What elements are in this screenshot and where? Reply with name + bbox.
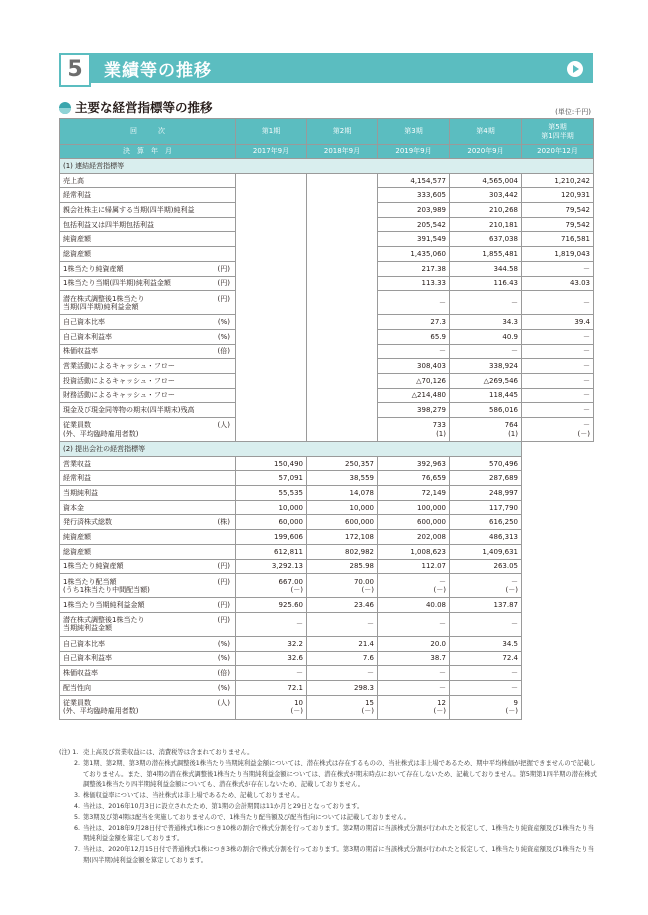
table-row	[60, 680, 594, 695]
footnote	[59, 791, 599, 802]
value-cell: 398,279	[378, 403, 450, 418]
empty-cell	[522, 636, 594, 651]
row-label-text: 経常利益	[63, 474, 91, 483]
section-title-cell: (2) 提出会社の経営指標等	[60, 442, 522, 457]
value-cell: 344.58	[450, 261, 522, 276]
table-row	[60, 598, 594, 613]
value-cell: 202,008	[378, 530, 450, 545]
row-label	[60, 418, 236, 442]
row-label-text: 当期純利益	[63, 488, 98, 497]
value-cell: 76,659	[378, 471, 450, 486]
row-unit: (円)	[217, 601, 230, 609]
financial-indicators-table	[59, 118, 594, 720]
value-cell: △269,546	[450, 373, 522, 388]
value-cell: 34.3	[450, 315, 522, 330]
value-cell: 248,997	[450, 486, 522, 501]
value-cell: －	[378, 612, 450, 636]
header-period: 第3期	[378, 119, 450, 145]
footnote-text: 売上高及び営業収益には、消費税等は含まれておりません。	[83, 749, 254, 756]
value-cell: 308,403	[378, 359, 450, 374]
row-label-text: 営業活動によるキャッシュ・フロー	[63, 362, 175, 371]
value-cell: 137.87	[450, 598, 522, 613]
value-cell: 637,038	[450, 232, 522, 247]
empty-cell	[522, 544, 594, 559]
value-cell: 250,357	[307, 456, 378, 471]
table-row	[60, 486, 594, 501]
header-date: 2018年9月	[307, 145, 378, 159]
header-row-dates	[60, 145, 594, 159]
row-label	[60, 344, 236, 359]
row-label-text: 自己資本利益率	[63, 332, 112, 341]
value-cell: 4,565,004	[450, 173, 522, 188]
value-cell: 1,210,242	[522, 173, 594, 188]
row-label-text: 総資産額	[63, 547, 91, 556]
value-cell: 600,000	[378, 515, 450, 530]
table-row	[60, 666, 594, 681]
row-label-text: 純資産額	[63, 235, 91, 244]
row-label-text: 売上高	[63, 176, 84, 185]
row-label-text: 1株当たり純資産額	[63, 562, 124, 571]
value-cell: 12 (－)	[378, 695, 450, 719]
value-cell: 100,000	[378, 500, 450, 515]
footnotes	[59, 748, 599, 867]
section-title: 業績等の推移	[104, 61, 212, 81]
value-cell: －	[450, 344, 522, 359]
row-label	[60, 261, 236, 276]
row-unit: (倍)	[217, 347, 230, 356]
value-cell: 23.46	[307, 598, 378, 613]
footnote-number: 7.	[73, 846, 80, 854]
row-label-text: 株価収益率	[63, 669, 98, 678]
value-cell: 298.3	[307, 680, 378, 695]
header-date: 2020年12月	[522, 145, 594, 159]
row-label	[60, 486, 236, 501]
header-row-periods	[60, 119, 594, 145]
table-row	[60, 559, 594, 574]
header-row-label: 回 次	[60, 119, 236, 145]
table-row	[60, 500, 594, 515]
value-cell: 203,989	[378, 203, 450, 218]
value-cell: 263.05	[450, 559, 522, 574]
row-label	[60, 203, 236, 218]
row-label	[60, 500, 236, 515]
value-cell: 486,313	[450, 530, 522, 545]
row-label	[60, 612, 236, 636]
section-row	[60, 442, 594, 457]
row-label	[60, 247, 236, 262]
footnote-number: 3.	[73, 792, 80, 800]
value-cell: －	[522, 373, 594, 388]
row-unit: (円)	[217, 294, 230, 303]
row-label-text: 投資活動によるキャッシュ・フロー	[63, 376, 175, 385]
footnote	[59, 748, 599, 759]
value-cell: 38,559	[307, 471, 378, 486]
value-cell: 10 (－)	[236, 695, 307, 719]
row-label	[60, 291, 236, 315]
table-row	[60, 530, 594, 545]
row-label	[60, 329, 236, 344]
value-cell: 55,535	[236, 486, 307, 501]
row-label	[60, 217, 236, 232]
row-label-text: 包括利益又は四半期包括利益	[63, 220, 154, 229]
value-cell: 10,000	[307, 500, 378, 515]
value-cell: 392,963	[378, 456, 450, 471]
value-cell: 172,108	[307, 530, 378, 545]
section-title-cell: (1) 連結経営指標等	[60, 159, 594, 174]
row-label	[60, 456, 236, 471]
table-row	[60, 173, 594, 188]
value-cell: 3,292.13	[236, 559, 307, 574]
row-label-text: 株価収益率	[63, 347, 98, 356]
row-unit: (円)	[217, 562, 230, 571]
value-cell: 764 (1)	[450, 418, 522, 442]
value-cell: 802,982	[307, 544, 378, 559]
row-unit: (%)	[217, 332, 230, 341]
value-cell: － (－)	[522, 418, 594, 442]
value-cell: 210,181	[450, 217, 522, 232]
row-label	[60, 359, 236, 374]
value-cell: － (－)	[450, 574, 522, 598]
row-label	[60, 636, 236, 651]
footnote-text: 当社は、2016年10月3日に設立されたため、第1期の会計期間は11か月と29日となっております。	[83, 802, 364, 810]
value-cell: 72,149	[378, 486, 450, 501]
value-cell: 57,091	[236, 471, 307, 486]
empty-cell	[522, 680, 594, 695]
value-cell: －	[522, 344, 594, 359]
row-label	[60, 544, 236, 559]
row-label	[60, 173, 236, 188]
row-label-text: 配当性向	[63, 683, 91, 692]
value-cell: 1,819,043	[522, 247, 594, 262]
footnote-number: 4.	[73, 802, 80, 810]
row-label	[60, 315, 236, 330]
value-cell: －	[522, 291, 594, 315]
value-cell: 150,490	[236, 456, 307, 471]
row-label-text: 従業員数 (外、平均臨時雇用者数)	[63, 699, 139, 716]
value-cell: 210,268	[450, 203, 522, 218]
row-unit: (%)	[217, 639, 230, 648]
row-label	[60, 695, 236, 719]
value-cell: 338,924	[450, 359, 522, 374]
value-cell: 4,154,577	[378, 173, 450, 188]
row-label	[60, 188, 236, 203]
table-row	[60, 544, 594, 559]
empty-cell	[522, 471, 594, 486]
value-cell: 118,445	[450, 388, 522, 403]
value-cell: －	[450, 666, 522, 681]
value-cell: 733 (1)	[378, 418, 450, 442]
row-label-text: 1株当たり配当額 (うち1株当たり中間配当額)	[63, 577, 150, 594]
table-row	[60, 695, 594, 719]
value-cell: 72.4	[450, 651, 522, 666]
empty-cell	[522, 442, 594, 457]
row-unit: (%)	[217, 318, 230, 326]
row-label-text: 現金及び現金同等物の期末(四半期末)残高	[63, 406, 195, 415]
row-unit: (円)	[217, 264, 230, 273]
value-cell: 34.5	[450, 636, 522, 651]
table-row	[60, 574, 594, 598]
value-cell: 117,790	[450, 500, 522, 515]
value-cell: 667.00 (－)	[236, 574, 307, 598]
row-label-text: 親会社株主に帰属する当期(四半期)純利益	[63, 205, 195, 214]
value-cell: －	[236, 666, 307, 681]
value-cell: 116.43	[450, 276, 522, 291]
row-label-text: 総資産額	[63, 249, 91, 258]
value-cell: 285.98	[307, 559, 378, 574]
value-cell: 32.6	[236, 651, 307, 666]
empty-cell	[522, 651, 594, 666]
blank-cell	[236, 173, 307, 441]
header-period: 第4期	[450, 119, 522, 145]
row-label-text: 経常利益	[63, 191, 91, 200]
value-cell: △70,126	[378, 373, 450, 388]
row-label-text: 純資産額	[63, 532, 91, 541]
value-cell: 217.38	[378, 261, 450, 276]
unit-note: (単位:千円)	[555, 108, 591, 116]
value-cell: 113.33	[378, 276, 450, 291]
row-label-text: 自己資本比率	[63, 318, 105, 326]
bullet-icon	[59, 102, 71, 114]
footnote-text: 第1期、第2期、第3期の潜在株式調整後1株当たり当期純利益金額については、潜在株式は存在するものの、当社株式は非上場であるため、期中平均株価が把握できませんので記載しておりません。また、第4期の潜在株式調整後1株当たり当期純利益金額については、潜在株式が期末時点において存在しないため、記載しておりません。第5期第1四半期の潜在株式調整後1株当たり四半期純利益金額についても、潜在株式が存在しないため、記載しておりません。	[83, 759, 597, 789]
row-label	[60, 530, 236, 545]
row-label	[60, 388, 236, 403]
value-cell: 27.3	[378, 315, 450, 330]
row-label	[60, 666, 236, 681]
value-cell: －	[378, 291, 450, 315]
value-cell: －	[236, 612, 307, 636]
value-cell: 333,605	[378, 188, 450, 203]
row-label-text: 潜在株式調整後1株当たり 当期(四半期)純利益金額	[63, 294, 145, 311]
subsection-title: 主要な経営指標等の推移	[75, 100, 213, 115]
value-cell: 391,549	[378, 232, 450, 247]
empty-cell	[522, 666, 594, 681]
footnote	[59, 759, 599, 791]
table-row	[60, 471, 594, 486]
footnote	[59, 813, 599, 824]
value-cell: －	[378, 680, 450, 695]
value-cell: 120,931	[522, 188, 594, 203]
row-label-text: 1株当たり当期(四半期)純利益金額	[63, 279, 171, 288]
row-unit: (人)	[217, 699, 230, 708]
value-cell: 60,000	[236, 515, 307, 530]
empty-cell	[522, 612, 594, 636]
row-unit: (円)	[217, 616, 230, 625]
footnote	[59, 802, 599, 813]
play-icon[interactable]	[567, 61, 583, 77]
value-cell: 1,435,060	[378, 247, 450, 262]
value-cell: 600,000	[307, 515, 378, 530]
value-cell: 205,542	[378, 217, 450, 232]
row-label-text: 1株当たり当期純利益金額	[63, 601, 145, 609]
footnote-number: 5.	[73, 813, 80, 821]
value-cell: 616,250	[450, 515, 522, 530]
value-cell: 10,000	[236, 500, 307, 515]
value-cell: 570,496	[450, 456, 522, 471]
header-period: 第1期	[236, 119, 307, 145]
row-label-text: 自己資本比率	[63, 639, 105, 648]
row-label	[60, 471, 236, 486]
value-cell: －	[450, 291, 522, 315]
row-label-text: 従業員数 (外、平均臨時雇用者数)	[63, 421, 139, 438]
value-cell: 586,016	[450, 403, 522, 418]
value-cell: 79,542	[522, 217, 594, 232]
row-label	[60, 373, 236, 388]
value-cell: 72.1	[236, 680, 307, 695]
value-cell: － (－)	[378, 574, 450, 598]
row-unit: (%)	[217, 683, 230, 692]
footnote-number: 2.	[73, 759, 80, 767]
row-label	[60, 559, 236, 574]
value-cell: 14,078	[307, 486, 378, 501]
header-date: 2017年9月	[236, 145, 307, 159]
empty-cell	[522, 486, 594, 501]
value-cell: 40.08	[378, 598, 450, 613]
value-cell: 9 (－)	[450, 695, 522, 719]
value-cell: －	[522, 403, 594, 418]
empty-cell	[522, 598, 594, 613]
table-row	[60, 515, 594, 530]
row-label-text: 潜在株式調整後1株当たり 当期純利益金額	[63, 616, 145, 633]
row-label	[60, 276, 236, 291]
empty-cell	[522, 559, 594, 574]
value-cell: 303,442	[450, 188, 522, 203]
header-date-label: 決 算 年 月	[60, 145, 236, 159]
row-unit: (円)	[217, 279, 230, 288]
value-cell: 112.07	[378, 559, 450, 574]
row-label	[60, 515, 236, 530]
row-label	[60, 598, 236, 613]
header-date: 2020年9月	[450, 145, 522, 159]
empty-cell	[522, 530, 594, 545]
value-cell: －	[307, 666, 378, 681]
row-label	[60, 574, 236, 598]
value-cell: －	[378, 666, 450, 681]
value-cell: 1,008,623	[378, 544, 450, 559]
value-cell: －	[522, 261, 594, 276]
value-cell: 1,409,631	[450, 544, 522, 559]
row-unit: (%)	[217, 654, 230, 663]
value-cell: 38.7	[378, 651, 450, 666]
row-unit: (株)	[217, 518, 230, 527]
row-label	[60, 232, 236, 247]
footnote-text: 当社は、2018年9月28日付で普通株式1株につき10株の割合で株式分割を行っております。第2期の期首に当該株式分割が行われたと仮定して、1株当たり純資産額及び1株当たり当期純利益金額を算定しております。	[83, 824, 594, 843]
value-cell: －	[450, 680, 522, 695]
footnote-text: 第3期及び第4期は配当を実施しておりませんので、1株当たり配当額及び配当性向については記載しておりません。	[83, 813, 410, 821]
row-label-text: 1株当たり純資産額	[63, 264, 124, 273]
row-label	[60, 403, 236, 418]
value-cell: 32.2	[236, 636, 307, 651]
value-cell: 39.4	[522, 315, 594, 330]
table-row	[60, 636, 594, 651]
footnote	[59, 845, 599, 867]
section-number: 5	[59, 53, 91, 87]
row-label-text: 資本金	[63, 503, 84, 512]
empty-cell	[522, 695, 594, 719]
empty-cell	[522, 500, 594, 515]
footnote-number: 6.	[73, 824, 80, 832]
row-unit: (人)	[217, 421, 230, 430]
value-cell: 199,606	[236, 530, 307, 545]
value-cell: －	[450, 612, 522, 636]
footnote-text: 当社は、2020年12月15日付で普通株式1株につき3株の割合で株式分割を行っております。第3期の期首に当該株式分割が行われたと仮定して、1株当たり純資産額及び1株当たり当期(四半期)純利益金額を算定しております。	[83, 846, 594, 864]
value-cell: －	[307, 612, 378, 636]
value-cell: 7.6	[307, 651, 378, 666]
value-cell: 287,689	[450, 471, 522, 486]
value-cell: 65.9	[378, 329, 450, 344]
empty-cell	[522, 515, 594, 530]
blank-cell	[307, 173, 378, 441]
value-cell: 70.00 (－)	[307, 574, 378, 598]
empty-cell	[522, 456, 594, 471]
table-row	[60, 612, 594, 636]
value-cell: －	[522, 329, 594, 344]
row-label	[60, 651, 236, 666]
value-cell: 925.60	[236, 598, 307, 613]
row-unit: (倍)	[217, 669, 230, 678]
row-label-text: 財務活動によるキャッシュ・フロー	[63, 391, 175, 400]
empty-cell	[522, 574, 594, 598]
table-row	[60, 456, 594, 471]
footnote-text: 株価収益率については、当社株式は非上場であるため、記載しておりません。	[83, 792, 304, 800]
footnote-number: (注) 1.	[59, 749, 79, 756]
section-row	[60, 159, 594, 174]
value-cell: 21.4	[307, 636, 378, 651]
value-cell: 1,855,481	[450, 247, 522, 262]
row-label-text: 営業収益	[63, 459, 91, 468]
value-cell: △214,480	[378, 388, 450, 403]
value-cell: －	[522, 388, 594, 403]
header-period: 第5期 第1四半期	[522, 119, 594, 145]
footnote	[59, 824, 599, 846]
value-cell: 716,581	[522, 232, 594, 247]
row-label-text: 発行済株式総数	[63, 518, 112, 527]
header-date: 2019年9月	[378, 145, 450, 159]
value-cell: 20.0	[378, 636, 450, 651]
row-unit: (円)	[217, 577, 230, 586]
value-cell: 40.9	[450, 329, 522, 344]
value-cell: 15 (－)	[307, 695, 378, 719]
value-cell: －	[522, 359, 594, 374]
row-label	[60, 680, 236, 695]
table-row	[60, 651, 594, 666]
header-period: 第2期	[307, 119, 378, 145]
value-cell: 79,542	[522, 203, 594, 218]
row-label-text: 自己資本利益率	[63, 654, 112, 663]
value-cell: 612,811	[236, 544, 307, 559]
value-cell: 43.03	[522, 276, 594, 291]
value-cell: －	[378, 344, 450, 359]
